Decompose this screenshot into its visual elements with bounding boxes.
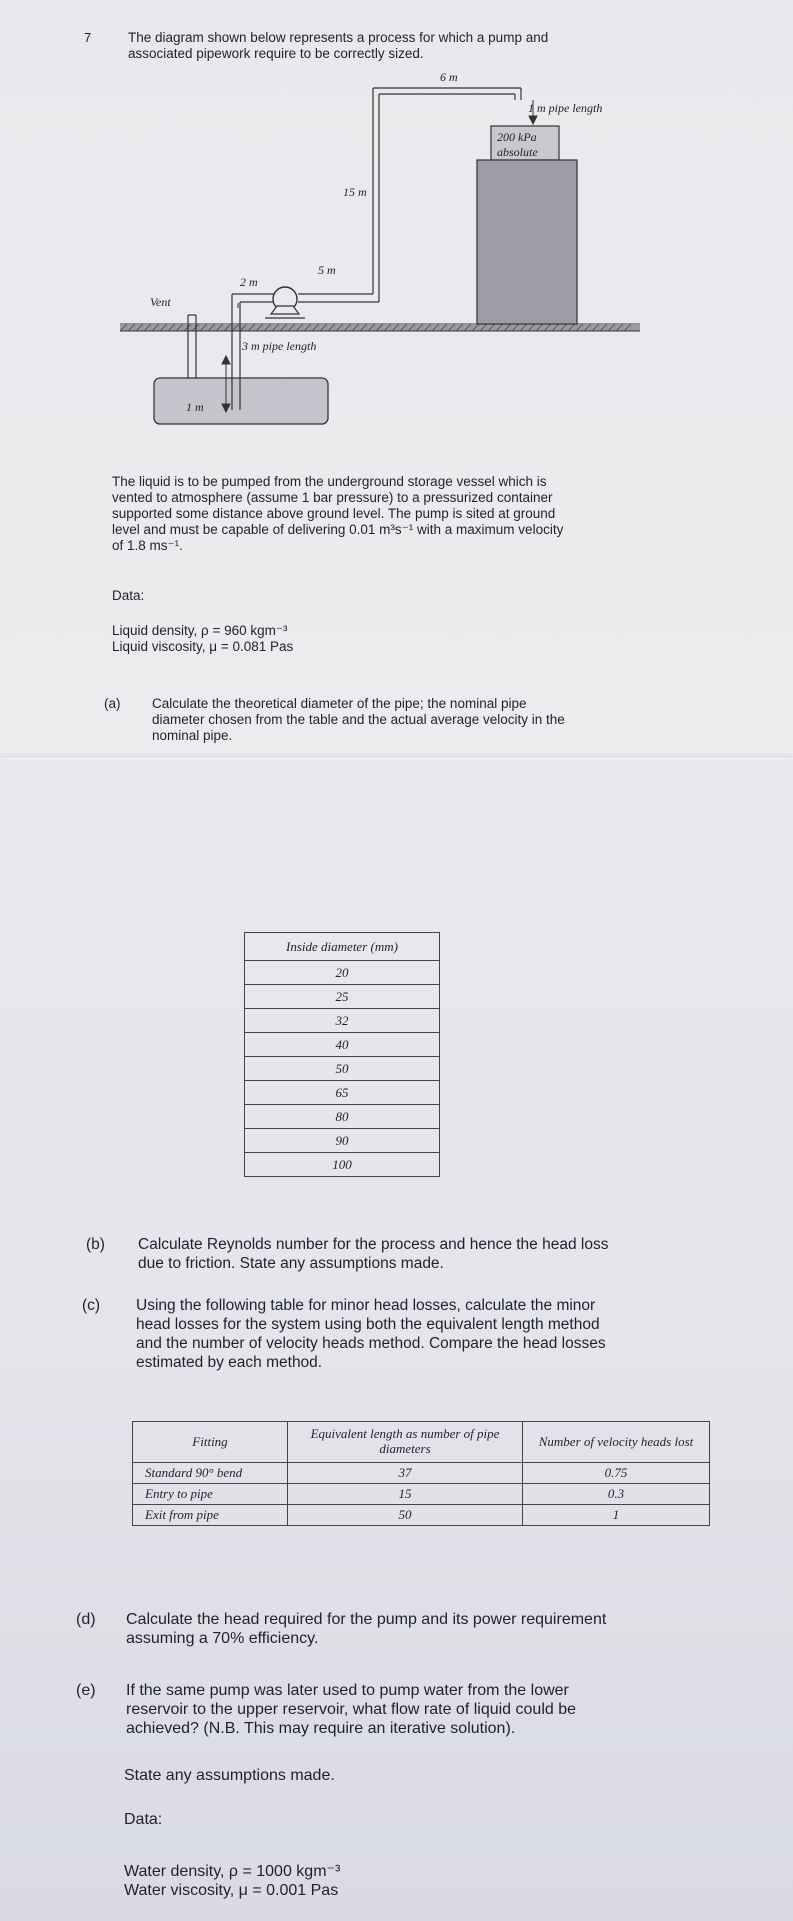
label-2m: 2 m	[240, 275, 258, 289]
part-c-label: (c)	[82, 1297, 101, 1314]
label-15m: 15 m	[343, 185, 367, 199]
diameter-table-header: Inside diameter (mm)	[245, 933, 440, 961]
assumptions-text: State any assumptions made.	[124, 1767, 335, 1784]
table-row: Exit from pipe 50 1	[133, 1505, 710, 1526]
table-row: 40	[245, 1033, 440, 1057]
process-description: The liquid is to be pumped from the underground storage vessel which is vented to atmosphere (assume 1 bar pressure) to a pressurized container supported some distance above ground level. The pump is sited at ground level and must be capable of delivering 0.01 m³s⁻¹ with a maximum velocity of 1.8 ms⁻¹.	[112, 474, 564, 553]
part-a-label: (a)	[104, 696, 121, 711]
part-b-text: Calculate Reynolds number for the process and hence the head loss due to friction. State any assumptions made.	[138, 1236, 609, 1272]
part-c-text: Using the following table for minor head losses, calculate the minor head losses for the system using both the equivalent length method and the number of velocity heads method. Compare the head losses estimated by each method.	[136, 1297, 606, 1371]
table-row: 20	[245, 961, 440, 985]
process-diagram	[0, 60, 793, 520]
table-row: 90	[245, 1129, 440, 1153]
part-e-label: (e)	[76, 1682, 96, 1699]
part-e-text: If the same pump was later used to pump water from the lower reservoir to the upper reservoir, what flow rate of liquid could be achieved? (N.B. This may require an iterative solution).	[126, 1682, 577, 1737]
label-pressure-absolute: absolute	[497, 145, 538, 159]
table-row: Entry to pipe 15 0.3	[133, 1484, 710, 1505]
fittings-table	[132, 1421, 710, 1526]
table-row: 100	[245, 1153, 440, 1177]
label-1m-pipe: 1 m pipe length	[528, 101, 603, 115]
question-intro: The diagram shown below represents a process for which a pump and associated pipework require to be correctly sized.	[128, 30, 549, 61]
label-vent: Vent	[150, 295, 171, 309]
table-row: 50	[245, 1057, 440, 1081]
label-5m: 5 m	[318, 263, 336, 277]
diameter-table	[244, 932, 440, 1177]
part-a-text: Calculate the theoretical diameter of the pipe; the nominal pipe diameter chosen from the table and the actual average velocity in the nominal pipe.	[152, 696, 565, 743]
container-support	[477, 160, 577, 324]
label-1m: 1 m	[186, 400, 204, 414]
data-heading-1: Data:	[112, 588, 145, 603]
table-row: 32	[245, 1009, 440, 1033]
table-row: 25	[245, 985, 440, 1009]
header-velocity-heads: Number of velocity heads lost	[523, 1422, 710, 1463]
fittings-table-header	[133, 1422, 710, 1463]
data-heading-2: Data:	[124, 1811, 163, 1828]
ground-level	[120, 324, 640, 331]
part-d-text: Calculate the head required for the pump and its power requirement assuming a 70% efficiency.	[126, 1611, 607, 1647]
table-row: 65	[245, 1081, 440, 1105]
label-3m-pipe: 3 m pipe length	[242, 339, 317, 353]
table-row: Standard 90° bend 37 0.75	[133, 1463, 710, 1484]
label-6m: 6 m	[440, 70, 458, 84]
water-data: Water density, ρ = 1000 kgm⁻³ Water viscosity, μ = 0.001 Pas	[124, 1863, 341, 1899]
liquid-data: Liquid density, ρ = 960 kgm⁻³ Liquid viscosity, μ = 0.081 Pas	[112, 623, 294, 654]
part-b-label: (b)	[86, 1236, 105, 1253]
question-number: 7	[84, 30, 92, 45]
label-pressure-value: 200 kPa	[497, 130, 537, 144]
header-equivalent-length: Equivalent length as number of pipe diameters	[288, 1422, 523, 1463]
part-d-label: (d)	[76, 1611, 96, 1628]
header-fitting: Fitting	[133, 1422, 288, 1463]
storage-vessel	[154, 378, 328, 424]
table-row: 80	[245, 1105, 440, 1129]
